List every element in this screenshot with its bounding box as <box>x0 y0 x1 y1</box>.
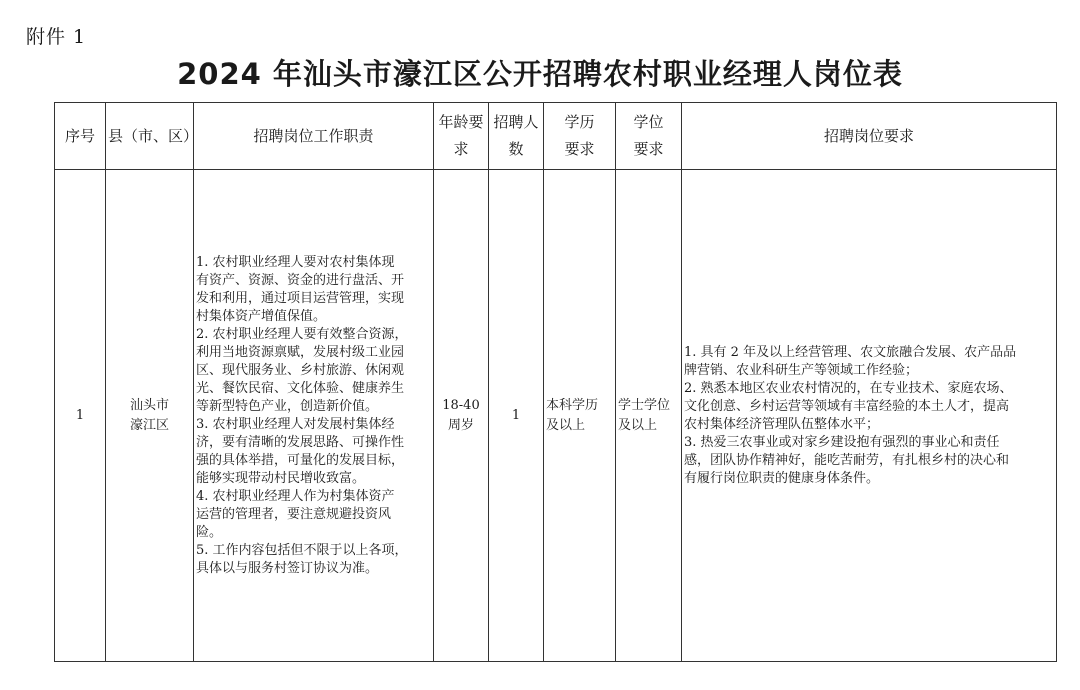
duty-line: 2. 农村职业经理人要有效整合资源， <box>196 326 408 342</box>
header-seq: 序号 <box>55 103 106 170</box>
duty-line: 强的具体举措，可量化的发展目标， <box>196 452 405 468</box>
cell-county <box>106 170 194 662</box>
header-count <box>489 103 544 170</box>
requirement-line: 有履行岗位职责的健康身体条件。 <box>684 470 880 486</box>
requirement-line: 感，团队协作精神好，能吃苦耐劳，有扎根乡村的决心和 <box>684 452 1010 468</box>
cell-count: 1 <box>489 170 544 662</box>
header-count-line1: 招聘人 <box>493 113 539 131</box>
cell-degree-line2: 及以上 <box>618 417 658 433</box>
cell-education-line2: 及以上 <box>546 417 586 433</box>
cell-education <box>544 170 616 662</box>
requirement-line: 3. 热爱三农事业或对家乡建设抱有强烈的事业心和责任 <box>684 434 1000 450</box>
cell-seq: 1 <box>55 170 106 662</box>
header-degree-line1: 学位 <box>633 113 664 131</box>
header-county: 县（市、区） <box>106 103 194 170</box>
duty-line: 具体以与服务村签订协议为准。 <box>196 560 379 576</box>
cell-duties <box>194 170 434 662</box>
requirement-line: 牌营销、农业科研生产等领域工作经验； <box>684 362 919 378</box>
cell-county-line2: 濠江区 <box>129 417 169 433</box>
duty-line: 发和利用，通过项目运营管理，实现 <box>196 290 405 306</box>
header-requirements: 招聘岗位要求 <box>682 103 1057 170</box>
duty-line: 险。 <box>196 524 223 540</box>
duty-line: 村集体资产增值保值。 <box>196 308 327 324</box>
cell-age-line1: 18-40 <box>442 397 480 413</box>
header-education-line1: 学历 <box>564 113 595 131</box>
cell-education-line1: 本科学历 <box>546 397 599 413</box>
header-age-line1: 年龄要 <box>438 113 484 131</box>
cell-age <box>434 170 489 662</box>
attachment-label: 附件 1 <box>26 26 87 48</box>
duty-line: 光、餐饮民宿、文化体验、健康养生 <box>196 380 405 396</box>
header-duties: 招聘岗位工作职责 <box>194 103 434 170</box>
cell-degree <box>616 170 682 662</box>
table-header-row <box>55 103 1057 170</box>
duty-line: 等新型特色产业，创造新价值。 <box>196 398 379 414</box>
cell-age-line2: 周岁 <box>447 417 474 433</box>
duty-line: 运营的管理者，要注意规避投资风 <box>196 506 392 522</box>
header-degree-line2: 要求 <box>633 140 664 158</box>
header-education-line2: 要求 <box>564 140 595 158</box>
cell-requirements <box>682 170 1057 662</box>
cell-degree-line1: 学士学位 <box>618 397 671 413</box>
duty-line: 有资产、资源、资金的进行盘活、开 <box>196 272 405 288</box>
duty-line: 区、现代服务业、乡村旅游、休闲观 <box>196 362 405 378</box>
requirement-line: 1. 具有 2 年及以上经营管理、农文旅融合发展、农产品品 <box>684 344 1017 360</box>
duty-line: 利用当地资源禀赋，发展村级工业园 <box>196 344 405 360</box>
duty-line: 能够实现带动村民增收致富。 <box>196 470 366 486</box>
table-row <box>55 170 1057 662</box>
header-degree <box>616 103 682 170</box>
requirement-line: 2. 熟悉本地区农业农村情况的，在专业技术、家庭农场、 <box>684 380 1013 396</box>
header-education <box>544 103 616 170</box>
duty-line: 3. 农村职业经理人对发展村集体经 <box>196 416 395 432</box>
header-age-line2: 求 <box>453 140 469 158</box>
duty-line: 济，要有清晰的发展思路、可操作性 <box>196 434 405 450</box>
requirement-line: 农村集体经济管理队伍整体水平； <box>684 416 880 432</box>
duty-line: 5. 工作内容包括但不限于以上各项， <box>196 542 408 558</box>
header-age <box>434 103 489 170</box>
requirement-line: 文化创意、乡村运营等领域有丰富经验的本土人才，提高 <box>684 398 1010 414</box>
duty-line: 1. 农村职业经理人要对农村集体现 <box>196 254 395 270</box>
job-positions-table <box>54 102 1057 662</box>
duty-line: 4. 农村职业经理人作为村集体资产 <box>196 488 395 504</box>
page-title: 2024 年汕头市濠江区公开招聘农村职业经理人岗位表 <box>177 57 903 91</box>
header-count-line2: 数 <box>508 140 524 158</box>
cell-county-line1: 汕头市 <box>129 397 169 413</box>
